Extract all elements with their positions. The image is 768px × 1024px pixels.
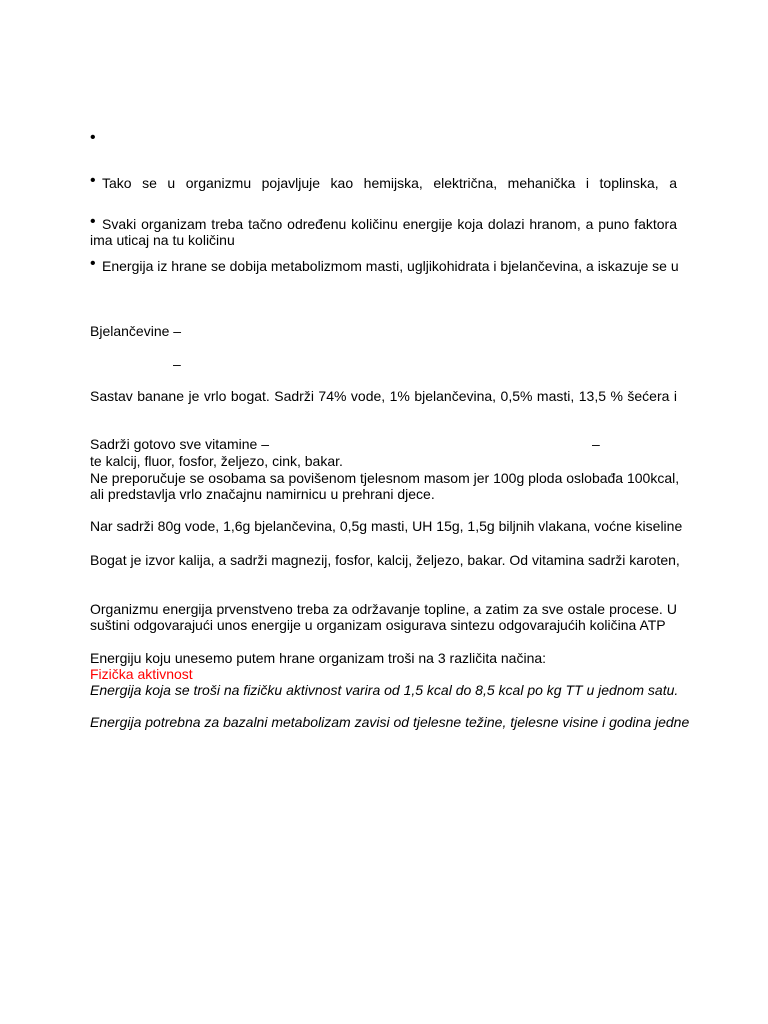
protein-dash: –: [173, 356, 181, 372]
bullet-text-3: Svaki organizam treba tačno određenu količinu energije koja dolazi hranom, a puno faktora: [102, 216, 677, 232]
banana-paragraph: Sastav banane je vrlo bogat. Sadrži 74% vode, 1% bjelančevina, 0,5% masti, 13,5 % šećera i: [90, 388, 677, 404]
bmr-line: Energija potrebna za bazalni metabolizam zavisi od tjelesne težine, tjelesne visine i godina jedne: [90, 714, 690, 730]
protein-label: Bjelančevine –: [90, 323, 182, 339]
bullet-text-2: Tako se u organizmu pojavljuje kao hemijska, električna, mehanička i toplinska, a: [102, 175, 677, 191]
recommendation-line-1: Ne preporučuje se osobama sa povišenom tjelesnom masom jer 100g ploda oslobađa 100kcal,: [90, 470, 680, 486]
pomegranate-paragraph: Nar sadrži 80g vode, 1,6g bjelančevina, 0,5g masti, UH 15g, 1,5g biljnih vlakana, voćne kiseline: [90, 518, 683, 534]
minerals-line: te kalcij, fluor, fosfor, željezo, cink, bakar.: [90, 453, 343, 469]
organism-energy-line-1: Organizmu energija prvenstveno treba za održavanje topline, a zatim za sve ostale procese. U: [90, 601, 677, 617]
organism-energy-line-2: suštini odgovarajući unos energije u organizam osigurava sintezu odgovarajućih količina ATP: [90, 617, 666, 633]
bullet-marker-1: •: [90, 129, 96, 146]
bullet-text-4: Energija iz hrane se dobija metabolizmom masti, ugljikohidrata i bjelančevina, a iskazuje se u: [102, 258, 679, 274]
recommendation-line-2: ali predstavlja vrlo značajnu namirnicu u prehrani djece.: [90, 486, 435, 502]
vitamins-dash: –: [592, 436, 600, 452]
potassium-paragraph: Bogat je izvor kalija, a sadrži magnezij, fosfor, kalcij, željezo, bakar. Od vitamina sadrži karoten,: [90, 552, 680, 568]
bullet-text-3-continuation: ima uticaj na tu količinu: [90, 232, 235, 248]
bullet-marker-4: •: [90, 255, 96, 272]
physical-activity-heading: Fizička aktivnost: [90, 666, 193, 682]
bullet-marker-2: •: [90, 172, 96, 189]
physical-activity-line: Energija koja se troši na fizičku aktivnost varira od 1,5 kcal do 8,5 kcal po kg TT u jednom satu.: [90, 682, 679, 698]
energy-ways-line: Energiju koju unesemo putem hrane organizam troši na 3 različita načina:: [90, 650, 547, 666]
bullet-marker-3: •: [90, 213, 96, 230]
vitamins-line: Sadrži gotovo sve vitamine –: [90, 436, 269, 452]
